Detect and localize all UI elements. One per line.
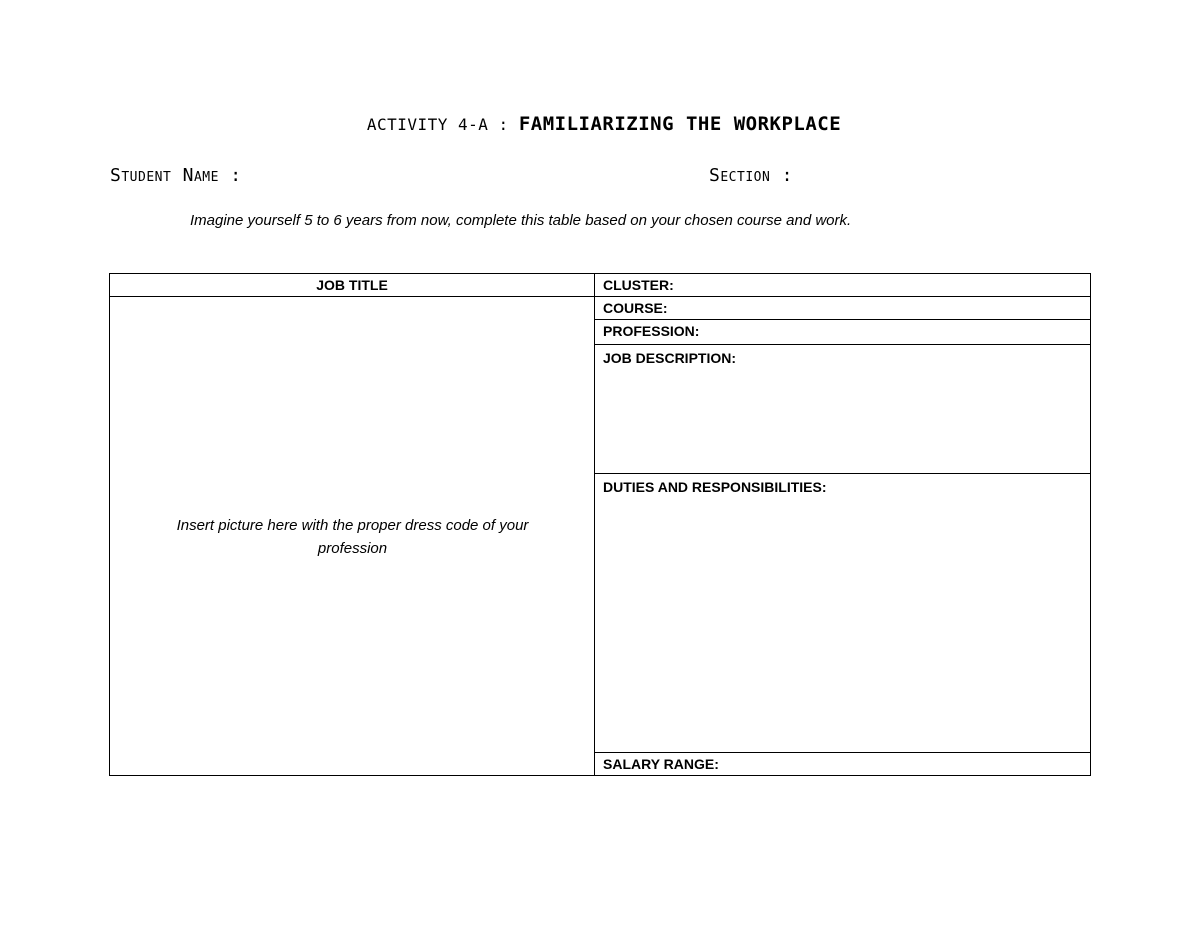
right-column xyxy=(595,274,1090,775)
activity-name: FAMILIARIZING THE WORKPLACE xyxy=(518,113,842,135)
picture-placeholder[interactable]: Insert picture here with the proper dress code of your profession xyxy=(176,517,529,557)
left-column xyxy=(110,274,595,775)
profession-cell[interactable]: PROFESSION: xyxy=(595,320,1090,345)
course-cell[interactable]: COURSE: xyxy=(595,297,1090,320)
activity-title xyxy=(0,113,1200,135)
workplace-table xyxy=(109,273,1091,776)
job-title-header[interactable]: JOB TITLE xyxy=(110,274,594,297)
instruction-text: Imagine yourself 5 to 6 years from now, complete this table based on your chosen course and work. xyxy=(190,212,852,229)
section-label: Section : xyxy=(709,165,793,186)
duties-cell[interactable]: DUTIES AND RESPONSIBILITIES: xyxy=(595,474,1090,753)
cluster-cell[interactable]: CLUSTER: xyxy=(595,274,1090,297)
activity-lead: ACTIVITY 4-A : xyxy=(366,115,519,134)
student-name-label: Student Name : xyxy=(110,165,242,186)
salary-range-cell[interactable]: SALARY RANGE: xyxy=(603,756,719,772)
job-description-cell[interactable]: JOB DESCRIPTION: xyxy=(595,345,1090,474)
